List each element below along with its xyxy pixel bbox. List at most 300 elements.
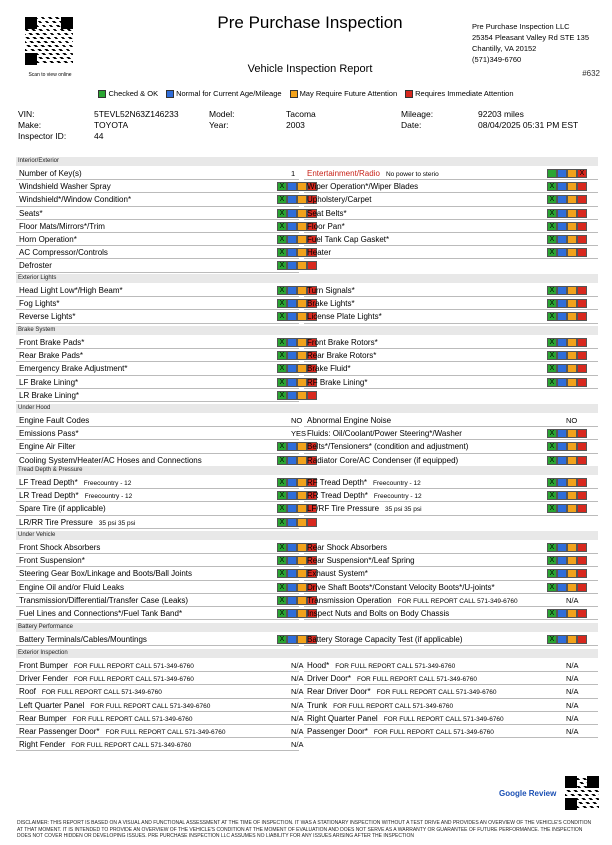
status-box-red [577,378,587,387]
status-box-red [577,235,587,244]
item-name [19,427,79,440]
item-label: Fog Lights* [19,299,60,309]
item-name [19,389,79,402]
status-box-green: X [277,635,287,644]
status-box-red [577,286,587,295]
item-label: Rear Shock Absorbers [307,543,388,552]
status-box-yellow [567,286,577,295]
item-note: FOR FULL REPORT CALL 571-349-6760 [73,676,194,684]
item-value: N/A [566,700,579,710]
status-box-green: X [277,569,287,578]
status-box-yellow [567,456,577,465]
item-name [307,659,455,673]
status-box-red [577,583,587,592]
item-label: Belts*/Tensioners* (condition and adjustment) [307,442,469,452]
inspection-row [304,725,598,738]
status-box-blue [557,491,567,500]
inspection-row [16,440,299,453]
status-box-red [577,556,587,565]
status-box-green: X [547,235,557,244]
company-name: Pre Purchase Inspection LLC [472,22,570,31]
item-name [307,489,422,503]
status-box-blue [287,312,297,321]
inspection-row [304,414,598,427]
status-box-green: X [547,583,557,592]
status-box-blue [557,504,567,513]
inspection-row [304,349,598,362]
item-name [19,376,78,389]
page-title: Pre Purchase Inspection [217,13,403,32]
section-header: Battery Performance [16,623,598,632]
inspection-row [304,476,598,489]
status-box-green: X [277,583,287,592]
item-label: Fluids: Oil/Coolant/Power Steering*/Washer [307,429,462,439]
status-boxes [547,338,587,347]
inspection-row [16,594,299,607]
inspection-row [16,259,299,272]
inspection-row [16,725,304,738]
item-label: Passenger Door* [307,727,368,736]
item-note: No power to sterio [385,171,439,178]
item-label: Rear Driver Door* [307,687,371,697]
item-value: N/A [291,687,304,697]
status-boxes [547,312,587,321]
inspection-row [304,440,598,453]
item-label: RF Tread Depth* [307,478,368,487]
status-box-red [577,491,587,500]
status-boxes [547,569,587,578]
status-box-yellow [567,182,577,191]
status-box-blue [287,456,297,465]
status-box-yellow [567,235,577,244]
item-label: Brake Fluid* [307,364,351,374]
status-box-blue [287,491,297,500]
item-value: N/A [566,674,579,684]
inspection-row [16,362,299,375]
legend-item [290,89,398,98]
inspection-row [304,246,598,259]
status-box-green: X [547,338,557,347]
status-box-green: X [277,543,287,552]
item-name [307,581,495,594]
status-box-green: X [547,478,557,487]
item-name [307,594,518,608]
status-box-blue [557,195,567,204]
item-name [19,581,124,594]
item-name [19,362,128,375]
item-label: Entertainment/Radio [307,169,380,178]
status-boxes [547,635,587,644]
status-box-blue [287,378,297,387]
section-header: Exterior Lights [16,274,598,283]
item-label: Fuel Lines and Connections*/Fuel Tank Band* [19,609,183,618]
status-box-blue [557,209,567,218]
legend-label: Requires Immediate Attention [415,89,514,98]
model-value: Tacoma [286,109,316,119]
qr-code-bottom[interactable] [565,776,599,810]
status-box-blue [287,569,297,578]
item-label: LR Brake Lining* [19,390,80,400]
year-value: 2003 [286,120,305,130]
item-label: Front Brake Pads* [19,338,85,347]
inspection-row [304,297,598,310]
mileage-value: 92203 miles [478,109,524,119]
status-box-green: X [277,518,287,527]
inspection-row [16,414,303,427]
status-box-blue [287,209,297,218]
status-boxes [547,182,587,191]
status-boxes [547,429,587,438]
item-name [19,349,83,362]
status-box-yellow [297,518,307,527]
item-label: AC Compressor/Controls [19,248,108,258]
inspection-row [16,554,299,567]
inspection-row [304,167,598,180]
status-box-green: X [547,195,557,204]
status-box-blue [287,504,297,513]
item-label: Turn Signals* [307,286,355,295]
status-box-blue [557,364,567,373]
item-label: Spare Tire (if applicable) [19,504,106,514]
legend-label: May Require Future Attention [299,89,398,98]
item-label: Seats* [19,208,43,218]
item-note: FOR FULL REPORT CALL 571-349-6760 [333,702,454,710]
item-note: Freecountry - 12 [373,480,421,487]
legend-item [166,89,281,98]
status-box-yellow [567,299,577,308]
status-box-blue [557,583,567,592]
item-name [19,246,108,259]
inspection-row [16,516,299,529]
status-boxes [547,442,587,451]
inspection-row [16,699,304,712]
status-box-green: X [277,351,287,360]
item-label: LR/RR Tire Pressure [19,517,93,527]
status-box-blue [287,299,297,308]
status-box-blue [557,456,567,465]
inspection-row [304,310,598,323]
item-note: FOR FULL REPORT CALL 571-349-6760 [73,663,194,670]
legend-swatch [405,90,413,98]
make-value: TOYOTA [94,120,129,130]
inspection-row [16,246,299,259]
item-label: Engine Air Filter [19,442,76,452]
status-box-yellow [567,222,577,231]
legend-swatch [290,90,298,98]
status-box-green: X [277,364,287,373]
item-name [307,554,415,567]
status-box-red [577,299,587,308]
item-value: N/A [291,700,304,710]
inspector-label: Inspector ID: [18,131,67,141]
item-name [307,476,421,490]
item-name [307,427,462,440]
status-box-green: X [547,556,557,565]
item-label: Trunk [307,700,328,710]
item-name [19,594,188,607]
item-name [19,336,84,349]
date-label: Date: [401,120,422,130]
vin-value: 5TEVL52N63Z146233 [94,109,179,119]
item-name [307,541,387,554]
status-box-yellow [567,364,577,373]
company-info [472,21,589,65]
status-box-blue [557,235,567,244]
status-box-green: X [277,195,287,204]
status-box-green: X [277,299,287,308]
inspection-row [16,567,299,580]
inspection-row [304,672,598,685]
status-box-red [577,248,587,257]
item-value: 1 [291,169,296,178]
status-box-yellow [567,543,577,552]
item-value: N/A [291,727,304,736]
status-box-red [577,312,587,321]
item-name [307,220,345,233]
item-label: Cooling System/Heater/AC Hoses and Connections [19,455,202,465]
item-label: Steering Gear Box/Linkage and Boots/Ball Joints [19,569,192,579]
inspection-row [304,180,598,193]
google-review-link[interactable]: Google Review [499,789,557,798]
item-name [307,607,449,620]
status-box-green: X [547,364,557,373]
status-box-green: X [547,609,557,618]
inspection-row [16,193,299,206]
status-box-red [577,351,587,360]
item-note: FOR FULL REPORT CALL 571-349-6760 [357,676,477,684]
item-note: Freecountry - 12 [373,493,422,501]
status-box-yellow [567,248,577,257]
legend-swatch [166,90,174,98]
item-note: FOR FULL REPORT CALL 571-349-6760 [383,715,504,723]
status-box-blue [557,609,567,618]
item-label: Reverse Lights* [19,312,76,322]
status-box-green: X [547,248,557,257]
status-box-green: X [277,504,287,513]
legend-label: Checked & OK [108,89,159,98]
status-box-blue [557,169,567,178]
status-box-yellow [567,478,577,487]
company-address: 25354 Pleasant Valley Rd STE 135 [472,33,590,42]
item-name [307,246,331,259]
item-name [307,193,371,206]
inspection-row [304,554,598,567]
make-label: Make: [18,120,42,130]
status-box-blue [287,195,297,204]
inspection-row [16,685,304,698]
company-phone: (571)349-6760 [472,55,522,64]
item-name [307,633,462,646]
status-box-blue [287,543,297,552]
item-name [19,220,105,233]
item-label: Rear Suspension*/Leaf Spring [307,556,415,566]
item-note: FOR FULL REPORT CALL 571-349-6760 [397,597,518,605]
inspection-row [16,659,304,672]
item-name [307,167,439,181]
item-name [307,180,418,193]
status-box-green: X [547,286,557,295]
item-label: Engine Fault Codes [19,416,90,425]
status-box-red [577,504,587,513]
status-box-red [577,222,587,231]
inspection-row [16,541,299,554]
inspection-row [304,659,598,672]
item-name [19,541,100,554]
inspection-row [304,220,598,233]
inspection-row [304,594,598,607]
item-name [19,607,182,620]
inspection-row [16,454,299,467]
inspection-row [304,207,598,220]
inspection-row [304,633,598,646]
item-name [307,310,382,323]
status-box-green: X [277,456,287,465]
status-box-red [577,442,587,451]
status-box-green: X [547,442,557,451]
item-label: LR Tread Depth* [19,491,79,501]
item-value: N/A [566,595,579,605]
item-label: Transmission/Differential/Transfer Case (Leaks) [19,595,189,605]
inspection-row [16,489,299,502]
status-boxes [547,195,587,204]
status-box-yellow [567,442,577,451]
inspection-row [304,502,598,515]
status-box-yellow [567,609,577,618]
inspection-row [16,672,304,685]
status-box-green: X [277,596,287,605]
item-name [19,502,106,515]
item-note: FOR FULL REPORT CALL 571-349-6760 [41,689,162,697]
vehicle-info [0,109,612,145]
item-name [307,725,494,739]
item-name [19,167,82,180]
status-boxes [547,299,587,308]
item-name [19,193,131,206]
status-box-green: X [277,261,287,270]
status-boxes [277,261,317,270]
status-box-blue [557,286,567,295]
inspection-row [16,180,299,193]
item-label: Right Quarter Panel [307,713,378,723]
item-label: Wiper Operation*/Wiper Blades [307,182,419,192]
status-box-blue [557,569,567,578]
item-label: Fuel Tank Cap Gasket* [307,235,390,244]
section-header: Tread Depth & Pressure [16,466,598,475]
status-box-blue [287,286,297,295]
item-note: Freecountry - 12 [84,493,133,501]
item-name [19,297,59,310]
status-box-blue [287,609,297,618]
item-label: Windshield*/Window Condition* [19,195,132,205]
model-label: Model: [209,109,235,119]
item-label: Emergency Brake Adjustment* [19,364,128,374]
item-label: Floor Pan* [307,221,345,231]
legend-item [405,89,513,98]
inspection-row [16,476,299,489]
inspection-row [16,607,299,620]
status-box-blue [287,222,297,231]
inspection-row [304,581,598,594]
status-box-green: X [277,491,287,500]
status-box-yellow [567,195,577,204]
status-boxes [547,222,587,231]
item-note: 35 psi 35 psi [385,506,422,514]
inspection-row [304,607,598,620]
inspection-row [304,712,598,725]
item-name [19,414,89,427]
item-value: N/A [291,740,304,750]
inspection-row [16,349,299,362]
status-box-blue [557,378,567,387]
item-label: License Plate Lights* [307,312,382,322]
status-box-yellow [567,169,577,178]
inspection-row [16,297,299,310]
status-box-red [577,364,587,373]
item-name [19,489,132,503]
inspection-row [16,167,299,180]
status-box-yellow [567,209,577,218]
status-box-blue [557,635,567,644]
inspection-row [16,207,299,220]
inspection-row [304,362,598,375]
inspection-row [16,738,304,751]
status-box-blue [287,351,297,360]
status-box-green: X [277,248,287,257]
inspection-row [304,567,598,580]
section-header: Interior/Exterior [16,157,598,166]
legend-item [98,89,158,98]
inspection-row [16,712,304,725]
status-box-red [577,456,587,465]
item-label: Abnormal Engine Noise [307,416,392,425]
status-box-blue [287,248,297,257]
item-label: Emissions Pass* [19,429,79,439]
item-value: NO [291,416,303,425]
item-name [19,440,75,453]
status-box-green: X [547,635,557,644]
item-name [307,297,355,310]
status-boxes [547,364,587,373]
status-box-green: X [277,378,287,387]
status-box-blue [287,364,297,373]
status-box-yellow [567,338,577,347]
item-label: Radiator Core/AC Condenser (if equipped) [307,455,459,465]
inspection-row [16,502,299,515]
qr-code-top[interactable] [25,17,73,65]
status-box-yellow [567,378,577,387]
status-box-red: X [577,169,587,178]
item-name [307,502,422,516]
item-label: Front Shock Absorbers [19,543,101,552]
status-boxes [547,378,587,387]
status-box-green: X [277,338,287,347]
item-name [19,567,192,580]
item-label: Battery Terminals/Cables/Mountings [19,635,147,644]
scan-label: Scan to view online [28,72,72,78]
status-box-green: X [547,378,557,387]
status-box-red [577,569,587,578]
status-box-green: X [547,456,557,465]
status-box-green: X [547,209,557,218]
item-name [19,633,147,646]
status-box-green: X [547,299,557,308]
status-box-blue [557,429,567,438]
status-box-green [547,169,557,178]
item-label: Head Light Low*/High Beam* [19,286,123,295]
status-boxes [547,504,587,513]
status-boxes [547,286,587,295]
item-value: N/A [566,727,579,736]
